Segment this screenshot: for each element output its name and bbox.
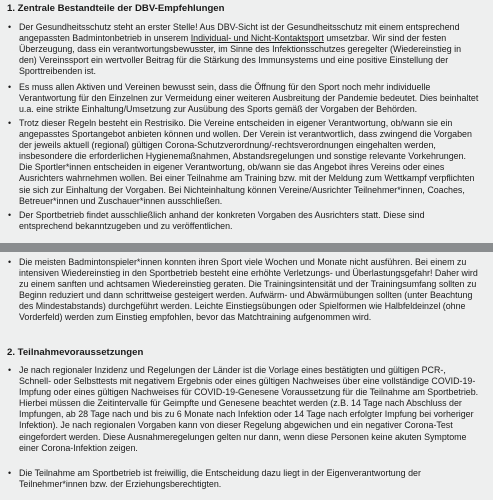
- section-2-card: [0, 252, 493, 500]
- list-item-text: Trotz dieser Regeln besteht ein Restrisiko. Die Vereine entscheiden in eigener Verantwortung, ob/wann sie ein angepasstes Sportangebot anbieten können und wollen. Der Verein ist verantwortlich, dass zwingend die Vorgaben der jeweils aktuell (regional) gültigen Corona-Schutzverordnung/-rechtsverordnungen eingehalten werden, insbesondere die erforderlichen Hygienemaßnahmen, Abstandsregelungen und sonstige relevante Vorkehrungen. Die Sportler*innen entscheiden in eigener Verantwortung, ob/wann sie das Angebot ihres Vereins oder eines Ausrichters wahrnehmen wollen. Bei einer Teilnahme am Training bzw. mit der Meldung zum Wettkampf verpflichten sie sich zur Einhaltung der Vorgaben. Bei Nichteinhaltung können Vereine/Ausrichter Teilnehmer*innen, Coaches, Betreuer*innen und Zuschauer*innen ausschließen.: [19, 118, 475, 206]
- list-item-text: umsetzbar. Wir sind der festen Überzeugung, dass ein verantwortungsbewusster, im Sinne des Infektionsschutzes geregelter (Wiedereinstieg in den) Vereinssport ein wertvoller Beitrag für die Stärkung des Immunsystems und eine positive Einstellung der Sporttreibenden ist.: [19, 33, 462, 77]
- bullet-icon: •: [8, 82, 12, 92]
- section-1-heading: 1. Zentrale Bestandteile der DBV-Empfehlungen: [7, 3, 225, 14]
- list-item: [0, 257, 493, 324]
- section-2-heading: 2. Teilnahmevoraussetzungen: [7, 347, 144, 358]
- underlined-phrase: Individual- und Nicht-Kontaktsport: [190, 33, 324, 44]
- bullet-icon: •: [8, 365, 12, 375]
- bullet-icon: •: [8, 468, 12, 478]
- section-2-intro-list: [0, 257, 493, 324]
- bullet-icon: •: [8, 118, 12, 128]
- section-1-card: [0, 0, 493, 243]
- list-item: [0, 468, 493, 490]
- section-2-list: [0, 468, 493, 490]
- section-1-list: [0, 210, 493, 232]
- list-item-text: Die meisten Badmintonspieler*innen konnten ihren Sport viele Wochen und Monate nicht ausführen. Bei einem zu intensiven Wiedereinstieg in den Sportbetrieb besteht eine erhöhte Verletzungs- und Überlastungsgefahr! Daher wird zu einem sanften und achtsamen Wiedereinstieg geraten. Die Trainingsintensität und der Trainingsumfang sollten zu Beginn reduziert und dann schrittweise gesteigert werden. Aufwärm- und Abwärmübungen sollten (unter Beachtung des Mindestabstands) durchgeführt werden. Leichte Einstiegsübungen oder Spielformen wie Halbfeldeinzel (ohne Vorderfeld) werden zum Einstieg empfohlen, bevor das Matchtraining aufgenommen wird.: [19, 257, 478, 323]
- list-item-text: Es muss allen Aktiven und Vereinen bewusst sein, dass die Öffnung für den Sport noch mehr individuelle Verantwortung für den Einzelnen zur Vermeidung einer weiteren Ausbreitung der Pandemie bedeutet. Dies beinhaltet u.a. eine strikte Einhaltung/Umsetzung zur Ausübung des Sports gemäß der Vorgaben der Behörden.: [19, 82, 479, 115]
- list-item: [0, 22, 493, 77]
- list-item: [0, 210, 493, 232]
- list-item-text: Die Teilnahme am Sportbetrieb ist freiwillig, die Entscheidung dazu liegt in der Eigenverantwortung der Teilnehmer*innen bzw. der Erziehungsberechtigten.: [19, 468, 421, 490]
- list-item: [0, 82, 493, 115]
- section-1-list: [0, 22, 493, 77]
- section-1-list: [0, 118, 493, 207]
- section-2-list: [0, 365, 493, 454]
- list-item-text: Der Gesundheitsschutz steht an erster Stelle! Aus DBV-Sicht ist der Gesundheitsschutz mit einem entsprechend angepassten Badmintonbetrieb in unserem: [19, 22, 460, 44]
- list-item: [0, 365, 493, 454]
- list-item: [0, 118, 493, 207]
- bullet-icon: •: [8, 210, 12, 220]
- bullet-icon: •: [8, 257, 12, 267]
- list-item-text: Der Sportbetrieb findet ausschließlich anhand der konkreten Vorgaben des Ausrichters statt. Diese sind entsprechend bekanntzugeben und zu veröffentlichen.: [19, 210, 425, 232]
- list-item-text: Je nach regionaler Inzidenz und Regelungen der Länder ist die Vorlage eines bestätigten und gültigen PCR-, Schnell- oder Selbsttests mit negativem Ergebnis oder eines gültigen Nachweises über eine vollständige COVID-19-Impfung oder eines gültigen Nachweises für COVID-19-Genesene Voraussetzung für die Teilnahme am Sportbetrieb. Hierbei müssen die Zeitintervalle für Geimpfte und Genesene beachtet werden (z.B. 14 Tage nach Abschluss der Impfungen, ab 28 Tage nach und bis zu 6 Monate nach Infektion oder 14 Tage nach erfolgter Impfung bei vorheriger Infektion). Je nach regionalen Vorgaben kann von dieser Regelung abgewichen und ein negativer Corona-Test eingefordert werden. Diese Ausnahmeregelungen gelten nur dann, wenn diese Personen keine akuten Symptome einer Corona-Infektion zeigen.: [19, 365, 479, 453]
- bullet-icon: •: [8, 22, 12, 32]
- section-1-list: [0, 82, 493, 115]
